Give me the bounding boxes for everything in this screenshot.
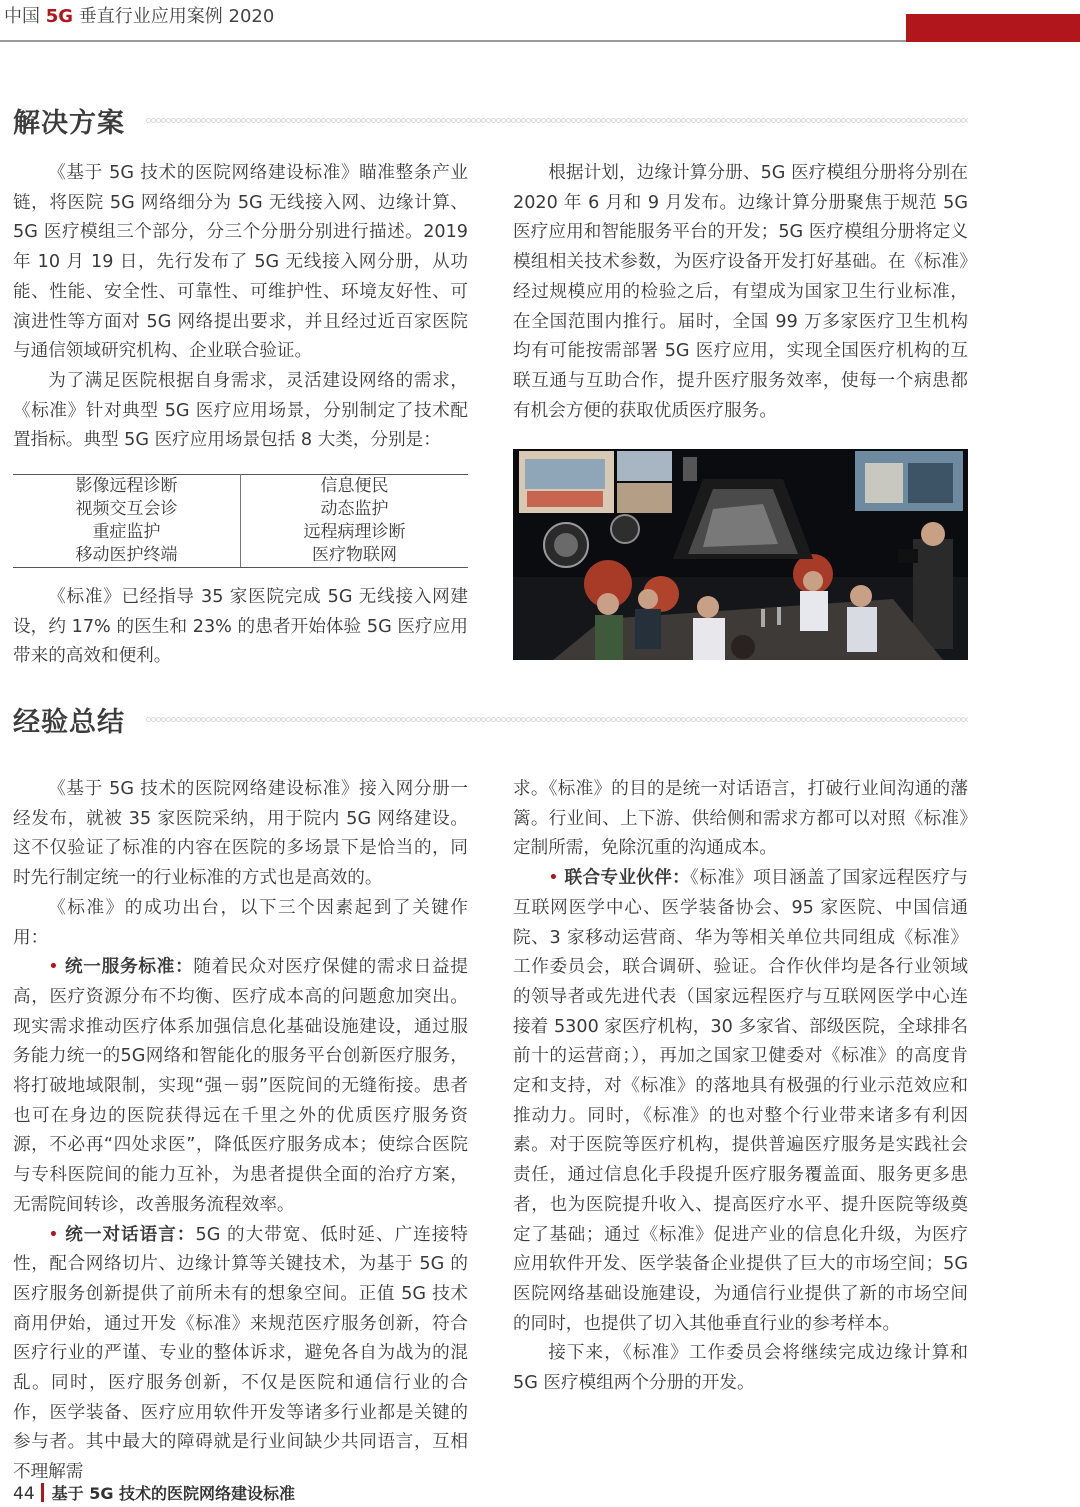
meeting-room-illustration xyxy=(513,449,968,660)
running-title-prefix: 中国 xyxy=(4,6,46,27)
table-cell: 医疗物联网 xyxy=(241,544,469,568)
running-title-suffix: 垂直行业应用案例 2020 xyxy=(73,6,275,27)
section-heading-solution xyxy=(13,101,968,141)
solution-left-after-table xyxy=(13,583,468,672)
solution-right-column xyxy=(513,159,968,426)
page-footer xyxy=(13,1481,295,1507)
bullet-label: 统一服务标准： xyxy=(64,957,194,978)
bullet-marker: • xyxy=(48,1224,59,1245)
meeting-room-photo xyxy=(513,449,968,660)
table-cell: 重症监护 xyxy=(13,521,241,544)
page-number: 44 xyxy=(13,1484,35,1504)
section-title: 经验总结 xyxy=(13,707,125,738)
table-cell: 信息便民 xyxy=(241,475,469,499)
paragraph: 为了满足医院根据自身需求，灵活建设网络的需求，《标准》针对典型 5G 医疗应用场景，分别制定了技术配置指标。典型 5G 医疗应用场景包括 8 大类，分别是： xyxy=(13,370,468,451)
table-row xyxy=(13,498,468,521)
bullet-label: 统一对话语言： xyxy=(65,1224,196,1245)
header-accent-bar xyxy=(906,14,1080,42)
section-heading-experience xyxy=(13,700,968,740)
page-header xyxy=(0,0,1080,44)
bullet-marker: • xyxy=(548,868,559,889)
table-cell: 移动医护终端 xyxy=(13,544,241,568)
experience-left-column xyxy=(13,775,468,1488)
paragraph: 《基于 5G 技术的医院网络建设标准》接入网分册一经发布，就被 35 家医院采纳，用于院内 5G 网络建设。这不仅验证了标准的内容在医院的多场景下是恰当的，同时先行制定统一的行业标准的方式也是高效的。 xyxy=(13,779,468,889)
bullet-paragraph xyxy=(13,953,468,1220)
bullet-text: 《标准》项目涵盖了国家远程医疗与互联网医学中心、医学装备协会、95 家医院、中国信通院、3 家移动运营商、华为等相关单位共同组成《标准》工作委员会，联合调研、验证。合作伙伴均是各行业领域的领导者或先进代表（国家远程医疗与互联网医学中心连接着 5300 家医疗机构，30 多家省、部级医院，全球排名前十的运营商；），再加之国家卫健委对《标准》的高度肯定和支持，对《标准》的落地具有极强的行业示范效应和推动力。同时，《标准》的也对整个行业带来诸多有利因素。对于医院等医疗机构，提供普遍医疗服务是实践社会责任，通过信息化手段提升医疗服务覆盖面、服务更多患者，也为医院提升收入、提高医疗水平、提升医院等级奠定了基础；通过《标准》促进产业的信息化升级，为医疗应用软件开发、医学装备企业提供了巨大的市场空间；5G 医院网络基础设施建设，为通信行业提供了新的市场空间的同时，也提供了切入其他垂直行业的参考样本。 xyxy=(513,868,968,1334)
footer-separator xyxy=(41,1483,44,1502)
section-dotted-rule xyxy=(146,716,968,723)
bullet-text: 5G 的大带宽、低时延、广连接特性，配合网络切片、边缘计算等关键技术，为基于 5G 的医疗服务创新提供了前所未有的想象空间。正值 5G 技术商用伊始，通过开发《标准》来规范医疗服务创新，符合医疗行业的严谨、专业的整体诉求，避免各自为战为的混乱。同时，医疗服务创新，不仅是医院和通信行业的合作，医学装备、医疗应用软件开发等诸多行业都是关键的参与者。其中最大的障碍就是行业间缺少共同语言，互相不理解需 xyxy=(13,1224,469,1483)
bullet-paragraph xyxy=(13,1221,468,1488)
bullet-label: 联合专业伙伴： xyxy=(564,868,691,889)
bullet-paragraph xyxy=(513,864,968,1339)
running-title xyxy=(4,2,274,28)
table-cell: 远程病理诊断 xyxy=(303,522,406,542)
paragraph: 根据计划，边缘计算分册、5G 医疗模组分册将分别在 2020 年 6 月和 9 月发布。边缘计算分册聚焦于规范 5G 医疗应用和智能服务平台的开发；5G 医疗模组分册将定义模组相关技术参数，为医疗设备开发打好基础。在《标准》经过规模应用的检验之后，有望成为国家卫生行业标准，在全国范围内推行。届时，全国 99 万多家医疗卫生机构均有可能按需部署 5G 医疗应用，实现全国医疗机构的互联互通与互助合作，提升医疗服务效率，使每一个病患都有机会方便的获取优质医疗服务。 xyxy=(513,163,968,421)
bullet-text: 随着民众对医疗保健的需求日益提高，医疗资源分布不均衡、医疗成本高的问题愈加突出。现实需求推动医疗体系加强信息化基础设施建设，通过服务能力统一的5G网络和智能化的服务平台创新医疗服务，将打破地域限制，实现“强－弱”医院间的无缝衔接。患者也可在身边的医院获得远在千里之外的优质医疗服务资源，不必再“四处求医”，降低医疗服务成本；使综合医院与专科医院间的能力互补，为患者提供全面的治疗方案，无需院间转诊，改善服务流程效率。 xyxy=(13,957,468,1215)
footer-title: 基于 5G 技术的医院网络建设标准 xyxy=(51,1484,296,1503)
table-cell: 视频交互会诊 xyxy=(13,498,241,521)
paragraph: 《标准》的成功出台，以下三个因素起到了关键作用： xyxy=(13,897,468,948)
paragraph: 《基于 5G 技术的医院网络建设标准》瞄准整条产业链，将医院 5G 网络细分为 5G 无线接入网、边缘计算、5G 医疗模组三个部分，分三个分册分别进行描述。2019 年 10 月 19 日，先行发布了 5G 无线接入网分册，从功能、性能、安全性、可靠性、可维护性、环境友好性、可演进性等方面对 5G 网络提出要求，并且经过近百家医院与通信领域研究机构、企业联合验证。 xyxy=(13,163,468,362)
section-dotted-rule xyxy=(146,117,968,124)
experience-right-column xyxy=(513,775,968,1399)
section-title: 解决方案 xyxy=(13,108,125,139)
table-row xyxy=(13,544,468,568)
header-rule xyxy=(0,40,906,42)
paragraph: 求。《标准》的目的是统一对话语言，打破行业间沟通的藩篱。行业间、上下游、供给侧和需求方都可以对照《标准》定制所需，免除沉重的沟通成本。 xyxy=(513,779,968,859)
paragraph: 《标准》已经指导 35 家医院完成 5G 无线接入网建设，约 17% 的医生和 23% 的患者开始体验 5G 医疗应用带来的高效和便利。 xyxy=(13,587,468,667)
table-row xyxy=(13,475,468,499)
paragraph: 接下来，《标准》工作委员会将继续完成边缘计算和 5G 医疗模组两个分册的开发。 xyxy=(513,1343,968,1394)
running-title-highlight: 5G xyxy=(45,6,74,27)
table-cell: 动态监护 xyxy=(320,499,389,519)
scenario-table xyxy=(13,474,468,568)
solution-left-column xyxy=(13,159,468,456)
bullet-marker: • xyxy=(48,957,59,978)
table-cell: 影像远程诊断 xyxy=(13,475,241,499)
table-row xyxy=(13,521,468,544)
